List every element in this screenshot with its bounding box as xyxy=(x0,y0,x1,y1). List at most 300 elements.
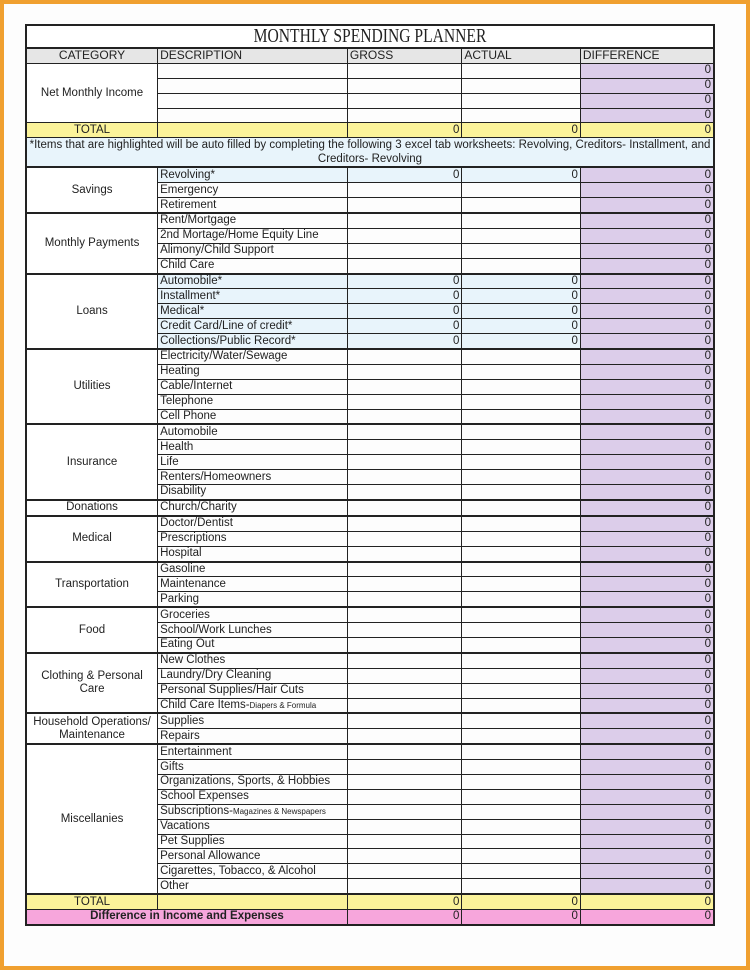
description-cell xyxy=(158,879,348,894)
description-cell xyxy=(158,668,348,683)
description-cell xyxy=(158,774,348,789)
difference-cell: 0 xyxy=(580,108,714,123)
actual-cell[interactable] xyxy=(462,546,581,561)
description-cell xyxy=(158,562,348,577)
difference-cell: 0 xyxy=(580,623,714,638)
actual-cell[interactable] xyxy=(462,364,581,379)
actual-cell[interactable] xyxy=(462,394,581,409)
description-cell xyxy=(158,183,348,198)
expense-row xyxy=(26,424,714,439)
description-text: Life xyxy=(160,455,179,468)
description-cell xyxy=(158,485,348,500)
description-cell xyxy=(158,304,348,319)
category-label: Household Operations/ Maintenance xyxy=(26,713,158,744)
gross-cell[interactable] xyxy=(347,562,461,577)
gross-cell[interactable] xyxy=(347,774,461,789)
description-cell xyxy=(158,167,348,182)
description-cell xyxy=(158,455,348,470)
actual-cell[interactable]: 0 xyxy=(462,274,581,289)
description-text: Revolving* xyxy=(160,168,216,181)
column-header-actual: ACTUAL xyxy=(462,49,581,64)
difference-cell: 0 xyxy=(580,864,714,879)
description-cell xyxy=(158,637,348,652)
actual-cell[interactable] xyxy=(462,485,581,500)
description-cell xyxy=(158,440,348,455)
actual-cell[interactable] xyxy=(462,774,581,789)
actual-cell[interactable] xyxy=(462,607,581,622)
description-cell xyxy=(158,364,348,379)
description-cell xyxy=(158,819,348,834)
description-cell[interactable] xyxy=(158,108,348,123)
description-text: Child Care xyxy=(160,259,215,272)
category-label: Miscellanies xyxy=(26,744,158,894)
difference-cell: 0 xyxy=(580,683,714,698)
gross-cell[interactable] xyxy=(347,228,461,243)
difference-cell: 0 xyxy=(580,243,714,258)
gross-cell[interactable] xyxy=(347,364,461,379)
description-text: Vacations xyxy=(160,820,210,833)
description-cell xyxy=(158,849,348,864)
difference-cell: 0 xyxy=(580,653,714,668)
description-cell xyxy=(158,760,348,775)
description-cell xyxy=(158,274,348,289)
actual-cell[interactable] xyxy=(462,713,581,728)
description-cell xyxy=(158,623,348,638)
description-text: Entertainment xyxy=(160,745,232,758)
difference-cell: 0 xyxy=(580,531,714,546)
description-text: Other xyxy=(160,879,189,892)
description-cell xyxy=(158,334,348,349)
gross-cell[interactable] xyxy=(347,668,461,683)
description-cell xyxy=(158,258,348,273)
description-text: Electricity/Water/Sewage xyxy=(160,350,288,363)
income-expense-difference-row xyxy=(26,909,714,924)
difference-cell: 0 xyxy=(580,834,714,849)
expense-row xyxy=(26,562,714,577)
gross-cell[interactable] xyxy=(347,108,461,123)
difference-cell: 0 xyxy=(580,849,714,864)
actual-cell[interactable] xyxy=(462,562,581,577)
difference-cell: 0 xyxy=(580,729,714,744)
gross-cell[interactable] xyxy=(347,243,461,258)
category-label: Monthly Payments xyxy=(26,213,158,274)
description-text: School/Work Lunches xyxy=(160,623,272,636)
description-text: Automobile* xyxy=(160,275,223,288)
description-text: Laundry/Dry Cleaning xyxy=(160,669,272,682)
gross-cell[interactable] xyxy=(347,819,461,834)
gross-cell[interactable] xyxy=(347,849,461,864)
gross-cell[interactable] xyxy=(347,485,461,500)
description-cell xyxy=(158,319,348,334)
difference-cell: 0 xyxy=(580,394,714,409)
description-text: Cigarettes, Tobacco, & Alcohol xyxy=(160,864,316,877)
gross-cell[interactable] xyxy=(347,409,461,424)
difference-cell: 0 xyxy=(580,698,714,713)
description-cell xyxy=(158,394,348,409)
description-text: School Expenses xyxy=(160,790,249,803)
description-text: Telephone xyxy=(160,395,214,408)
actual-cell[interactable]: 0 xyxy=(462,304,581,319)
expense-row xyxy=(26,607,714,622)
description-cell xyxy=(158,789,348,804)
description-text: Repairs xyxy=(160,729,200,742)
description-cell[interactable] xyxy=(158,63,348,78)
actual-cell[interactable]: 0 xyxy=(462,289,581,304)
gross-cell[interactable] xyxy=(347,183,461,198)
income-total-row-difference: 0 xyxy=(580,123,714,138)
difference-cell: 0 xyxy=(580,213,714,228)
difference-cell: 0 xyxy=(580,334,714,349)
actual-cell[interactable] xyxy=(462,470,581,485)
gross-cell[interactable]: 0 xyxy=(347,167,461,182)
column-header-gross: GROSS xyxy=(347,49,461,64)
gross-cell[interactable] xyxy=(347,379,461,394)
difference-cell: 0 xyxy=(580,760,714,775)
actual-cell[interactable] xyxy=(462,668,581,683)
difference-cell: 0 xyxy=(580,93,714,108)
description-text: Personal Allowance xyxy=(160,849,261,862)
gross-cell[interactable] xyxy=(347,531,461,546)
difference-cell: 0 xyxy=(580,63,714,78)
expense-total-row xyxy=(26,894,714,909)
difference-cell: 0 xyxy=(580,470,714,485)
income-expense-difference-row-actual: 0 xyxy=(462,909,581,924)
difference-cell: 0 xyxy=(580,607,714,622)
description-cell xyxy=(158,424,348,439)
gross-cell[interactable] xyxy=(347,760,461,775)
actual-cell[interactable] xyxy=(462,409,581,424)
difference-cell: 0 xyxy=(580,562,714,577)
category-label: Medical xyxy=(26,516,158,562)
difference-cell: 0 xyxy=(580,819,714,834)
actual-cell[interactable] xyxy=(462,213,581,228)
description-text: 2nd Mortage/Home Equity Line xyxy=(160,229,319,242)
description-text: Personal Supplies/Hair Cuts xyxy=(160,684,304,697)
expense-row xyxy=(26,516,714,531)
expense-row xyxy=(26,274,714,289)
actual-cell[interactable] xyxy=(462,819,581,834)
expense-row xyxy=(26,653,714,668)
description-cell xyxy=(158,289,348,304)
actual-cell[interactable] xyxy=(462,258,581,273)
actual-cell[interactable] xyxy=(462,379,581,394)
actual-cell[interactable] xyxy=(462,183,581,198)
gross-cell[interactable] xyxy=(347,63,461,78)
difference-cell: 0 xyxy=(580,804,714,819)
expense-row xyxy=(26,167,714,182)
column-header-category: CATEGORY xyxy=(26,49,158,64)
gross-cell[interactable] xyxy=(347,713,461,728)
actual-cell[interactable] xyxy=(462,592,581,607)
gross-cell[interactable] xyxy=(347,744,461,759)
income-total-row-gross: 0 xyxy=(347,123,461,138)
actual-cell[interactable] xyxy=(462,879,581,894)
expense-row xyxy=(26,744,714,759)
description-text: Medical* xyxy=(160,304,205,317)
difference-cell: 0 xyxy=(580,455,714,470)
difference-cell: 0 xyxy=(580,319,714,334)
difference-cell: 0 xyxy=(580,349,714,364)
gross-cell[interactable] xyxy=(347,78,461,93)
description-cell xyxy=(158,243,348,258)
gross-cell[interactable] xyxy=(347,258,461,273)
actual-cell[interactable] xyxy=(462,804,581,819)
actual-cell[interactable] xyxy=(462,228,581,243)
description-text: Doctor/Dentist xyxy=(160,517,233,530)
gross-cell[interactable] xyxy=(347,804,461,819)
difference-cell: 0 xyxy=(580,637,714,652)
auto-fill-note: *Items that are highlighted will be auto filled by completing the following 3 excel tab worksheets: Revolving, Creditors- Installment, and Creditors- Revolving xyxy=(26,138,714,168)
actual-cell[interactable]: 0 xyxy=(462,167,581,182)
actual-cell[interactable]: 0 xyxy=(462,319,581,334)
description-cell xyxy=(158,653,348,668)
description-text: Eating Out xyxy=(160,638,215,651)
difference-cell: 0 xyxy=(580,879,714,894)
gross-cell[interactable]: 0 xyxy=(347,289,461,304)
actual-cell[interactable] xyxy=(462,424,581,439)
difference-cell: 0 xyxy=(580,409,714,424)
expense-total-row-actual: 0 xyxy=(462,894,581,909)
category-label: Savings xyxy=(26,167,158,213)
description-cell xyxy=(158,531,348,546)
description-cell xyxy=(158,834,348,849)
description-text: Parking xyxy=(160,592,200,605)
description-text: Installment* xyxy=(160,289,221,302)
difference-cell: 0 xyxy=(580,500,714,516)
actual-cell[interactable] xyxy=(462,500,581,516)
difference-cell: 0 xyxy=(580,516,714,531)
actual-cell[interactable] xyxy=(462,440,581,455)
actual-cell[interactable] xyxy=(462,729,581,744)
actual-cell[interactable] xyxy=(462,637,581,652)
gross-cell[interactable] xyxy=(347,683,461,698)
planner-table xyxy=(25,48,715,926)
description-cell xyxy=(158,729,348,744)
gross-cell[interactable] xyxy=(347,424,461,439)
description-text: Credit Card/Line of credit* xyxy=(160,319,293,332)
description-text: Church/Charity xyxy=(160,501,237,514)
gross-cell[interactable] xyxy=(347,834,461,849)
gross-cell[interactable] xyxy=(347,470,461,485)
description-text: Gifts xyxy=(160,760,184,773)
description-cell xyxy=(158,198,348,213)
actual-cell[interactable] xyxy=(462,93,581,108)
actual-cell[interactable] xyxy=(462,516,581,531)
description-note: Magazines & Newspapers xyxy=(232,807,326,817)
expense-total-row-difference: 0 xyxy=(580,894,714,909)
description-text: Automobile xyxy=(160,425,218,438)
difference-cell: 0 xyxy=(580,198,714,213)
description-text: Prescriptions xyxy=(160,532,227,545)
difference-cell: 0 xyxy=(580,577,714,592)
actual-cell[interactable]: 0 xyxy=(462,334,581,349)
gross-cell[interactable] xyxy=(347,577,461,592)
actual-cell[interactable] xyxy=(462,849,581,864)
description-text: Emergency xyxy=(160,183,219,196)
description-text: Subscriptions- xyxy=(160,805,233,818)
difference-cell: 0 xyxy=(580,167,714,182)
expense-row xyxy=(26,213,714,228)
actual-cell[interactable] xyxy=(462,834,581,849)
gross-cell[interactable] xyxy=(347,213,461,228)
category-label: Transportation xyxy=(26,562,158,608)
actual-cell[interactable] xyxy=(462,683,581,698)
actual-cell[interactable] xyxy=(462,108,581,123)
difference-cell: 0 xyxy=(580,183,714,198)
difference-cell: 0 xyxy=(580,668,714,683)
description-cell xyxy=(158,607,348,622)
difference-cell: 0 xyxy=(580,78,714,93)
gross-cell[interactable] xyxy=(347,653,461,668)
gross-cell[interactable]: 0 xyxy=(347,274,461,289)
sheet-title-text: MONTHLY SPENDING PLANNER xyxy=(253,25,487,47)
difference-cell: 0 xyxy=(580,592,714,607)
description-text: Child Care Items- xyxy=(160,698,250,711)
income-expense-difference-row-difference: 0 xyxy=(580,909,714,924)
description-text: Groceries xyxy=(160,608,210,621)
sheet-title xyxy=(25,24,715,48)
description-text: Heating xyxy=(160,365,200,378)
gross-cell[interactable] xyxy=(347,729,461,744)
category-label: Loans xyxy=(26,274,158,349)
description-text: Organizations, Sports, & Hobbies xyxy=(160,775,331,788)
category-label: Net Monthly Income xyxy=(26,63,158,123)
gross-cell[interactable] xyxy=(347,592,461,607)
gross-cell[interactable] xyxy=(347,546,461,561)
actual-cell[interactable] xyxy=(462,698,581,713)
description-cell[interactable] xyxy=(158,93,348,108)
difference-cell: 0 xyxy=(580,440,714,455)
description-cell xyxy=(158,228,348,243)
description-cell xyxy=(158,409,348,424)
description-cell xyxy=(158,379,348,394)
difference-cell: 0 xyxy=(580,258,714,273)
description-text: Disability xyxy=(160,485,207,498)
gross-cell[interactable] xyxy=(347,93,461,108)
actual-cell[interactable] xyxy=(462,864,581,879)
description-text: Supplies xyxy=(160,714,205,727)
description-cell xyxy=(158,698,348,713)
description-text: Retirement xyxy=(160,198,217,211)
actual-cell[interactable] xyxy=(462,78,581,93)
gross-cell[interactable] xyxy=(347,637,461,652)
actual-cell[interactable] xyxy=(462,243,581,258)
actual-cell[interactable] xyxy=(462,63,581,78)
difference-cell: 0 xyxy=(580,274,714,289)
description-cell xyxy=(158,592,348,607)
income-total-row-description xyxy=(158,123,348,138)
description-text: Maintenance xyxy=(160,577,226,590)
description-cell xyxy=(158,713,348,728)
description-cell xyxy=(158,500,348,516)
gross-cell[interactable] xyxy=(347,607,461,622)
description-cell xyxy=(158,804,348,819)
gross-cell[interactable] xyxy=(347,864,461,879)
description-cell xyxy=(158,516,348,531)
actual-cell[interactable] xyxy=(462,653,581,668)
description-cell xyxy=(158,577,348,592)
gross-cell[interactable] xyxy=(347,879,461,894)
difference-cell: 0 xyxy=(580,228,714,243)
difference-cell: 0 xyxy=(580,379,714,394)
gross-cell[interactable] xyxy=(347,440,461,455)
gross-cell[interactable]: 0 xyxy=(347,304,461,319)
gross-cell[interactable]: 0 xyxy=(347,319,461,334)
description-cell[interactable] xyxy=(158,78,348,93)
actual-cell[interactable] xyxy=(462,455,581,470)
description-text: Collections/Public Record* xyxy=(160,334,296,347)
difference-cell: 0 xyxy=(580,289,714,304)
gross-cell[interactable] xyxy=(347,455,461,470)
description-text: Health xyxy=(160,440,194,453)
gross-cell[interactable] xyxy=(347,349,461,364)
income-total-row-label: TOTAL xyxy=(26,123,158,138)
actual-cell[interactable] xyxy=(462,744,581,759)
description-cell xyxy=(158,349,348,364)
difference-cell: 0 xyxy=(580,774,714,789)
gross-cell[interactable] xyxy=(347,698,461,713)
gross-cell[interactable]: 0 xyxy=(347,334,461,349)
gross-cell[interactable] xyxy=(347,516,461,531)
category-label: Utilities xyxy=(26,349,158,424)
actual-cell[interactable] xyxy=(462,531,581,546)
actual-cell[interactable] xyxy=(462,198,581,213)
description-text: Alimony/Child Support xyxy=(160,244,274,257)
difference-cell: 0 xyxy=(580,789,714,804)
actual-cell[interactable] xyxy=(462,577,581,592)
category-label: Insurance xyxy=(26,424,158,499)
gross-cell[interactable] xyxy=(347,500,461,516)
description-text: Pet Supplies xyxy=(160,834,225,847)
difference-cell: 0 xyxy=(580,364,714,379)
description-text: Gasoline xyxy=(160,562,206,575)
gross-cell[interactable] xyxy=(347,623,461,638)
expense-total-row-label: TOTAL xyxy=(26,894,158,909)
income-row xyxy=(26,63,714,78)
gross-cell[interactable] xyxy=(347,198,461,213)
auto-fill-note-row xyxy=(26,138,714,168)
description-cell xyxy=(158,213,348,228)
difference-cell: 0 xyxy=(580,304,714,319)
actual-cell[interactable] xyxy=(462,760,581,775)
description-text: Cable/Internet xyxy=(160,380,233,393)
description-cell xyxy=(158,546,348,561)
actual-cell[interactable] xyxy=(462,349,581,364)
spending-planner-sheet xyxy=(25,24,715,926)
description-text: Cell Phone xyxy=(160,410,217,423)
difference-cell: 0 xyxy=(580,424,714,439)
expense-row xyxy=(26,713,714,728)
expense-row xyxy=(26,349,714,364)
description-cell xyxy=(158,470,348,485)
description-note: Diapers & Formula xyxy=(249,700,317,710)
category-label: Clothing & Personal Care xyxy=(26,653,158,714)
column-header-row xyxy=(26,49,714,64)
gross-cell[interactable] xyxy=(347,394,461,409)
actual-cell[interactable] xyxy=(462,789,581,804)
actual-cell[interactable] xyxy=(462,623,581,638)
expense-total-row-description xyxy=(158,894,348,909)
difference-cell: 0 xyxy=(580,546,714,561)
description-text: New Clothes xyxy=(160,654,226,667)
difference-cell: 0 xyxy=(580,713,714,728)
description-cell xyxy=(158,744,348,759)
category-label: Food xyxy=(26,607,158,653)
expense-row xyxy=(26,500,714,516)
income-expense-difference-row-gross: 0 xyxy=(347,909,461,924)
difference-cell: 0 xyxy=(580,744,714,759)
gross-cell[interactable] xyxy=(347,789,461,804)
